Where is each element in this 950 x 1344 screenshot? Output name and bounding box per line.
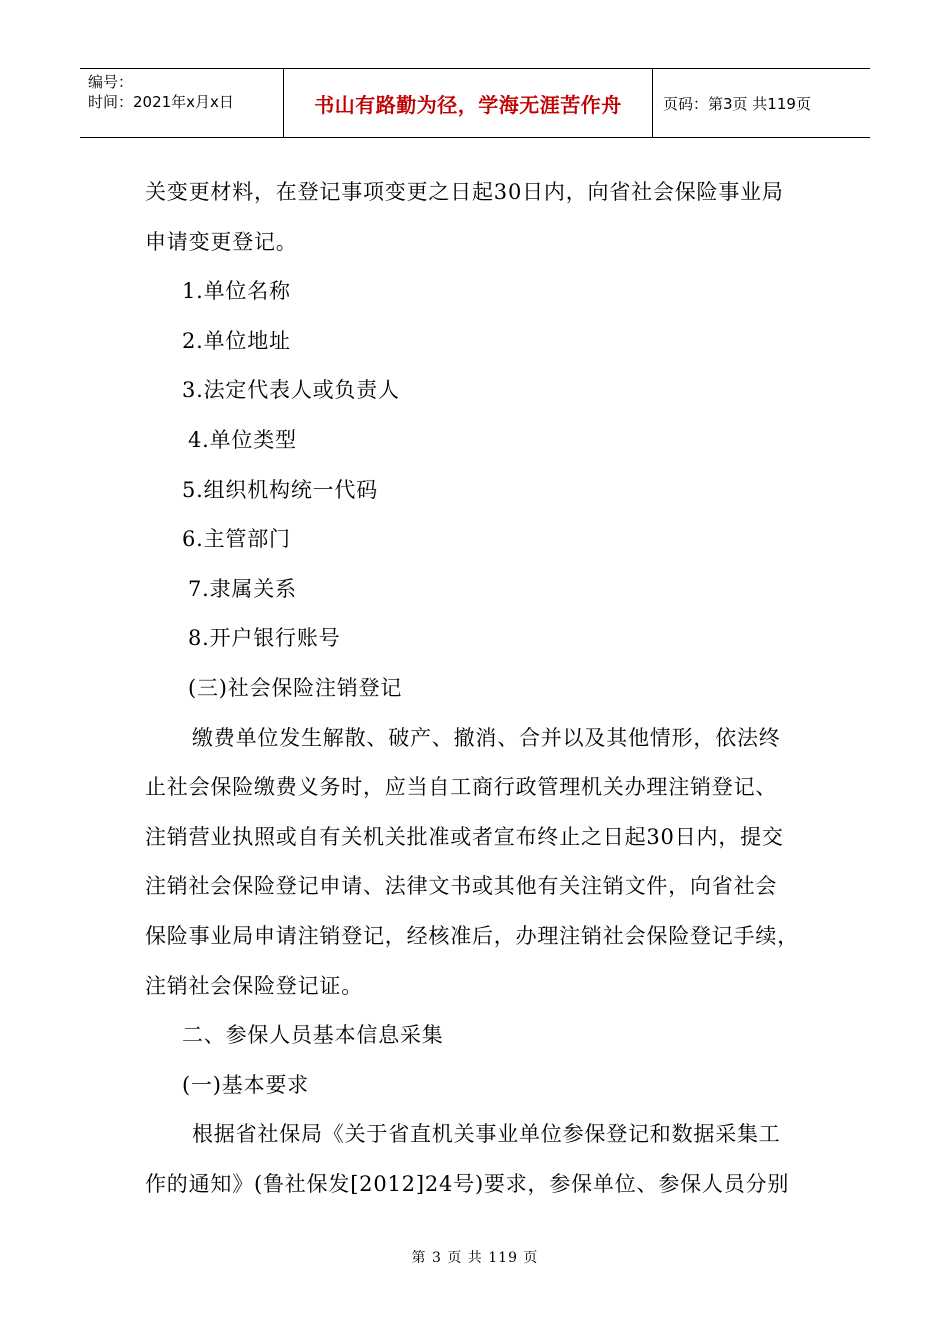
body-line: 根据省社保局《关于省直机关事业单位参保登记和数据采集工 [192,1122,781,1147]
body-line: 注销营业执照或自有关机关批准或者宣布终止之日起30日内，提交 [145,824,784,849]
document-time-label: 时间：2021年x月x日 [88,93,234,111]
header-page-cell [653,69,870,137]
page-footer: 第 3 页 共 119 页 [411,1250,539,1266]
header-page-info: 页码：第3页 共119页 [663,94,811,113]
section-heading: (三)社会保险注销登记 [188,675,403,700]
body-line: 申请变更登记。 [145,229,298,254]
body-line: 作的通知》(鲁社保发[2012]24号)要求，参保单位、参保人员分别 [145,1171,790,1196]
list-item: 3.法定代表人或负责人 [182,378,400,403]
document-body [145,168,835,1209]
header-meta-cell [80,69,284,137]
list-item: 6.主管部门 [182,527,291,552]
document-number-label: 编号： [88,73,134,91]
list-item: 7.隶属关系 [188,576,297,601]
body-line: 注销社会保险登记申请、法律文书或其他有关注销文件，向省社会 [145,874,778,899]
header-motto: 书山有路勤为径，学海无涯苦作舟 [314,92,622,117]
list-item: 2.单位地址 [182,328,291,353]
page-header [80,68,870,138]
section-heading: (一)基本要求 [182,1072,309,1097]
body-line: 关变更材料，在登记事项变更之日起30日内，向省社会保险事业局 [145,180,784,204]
body-line: 保险事业局申请注销登记，经核准后，办理注销社会保险登记手续， [145,923,799,948]
body-line: 止社会保险缴费义务时，应当自工商行政管理机关办理注销登记、 [145,775,778,800]
list-item: 5.组织机构统一代码 [182,477,379,502]
list-item: 4.单位类型 [188,427,297,452]
body-line: 注销社会保险登记证。 [145,973,363,998]
body-line: 缴费单位发生解散、破产、撤消、合并以及其他情形，依法终 [192,725,781,750]
header-motto-cell [284,69,653,137]
section-heading: 二、参保人员基本信息采集 [182,1023,444,1048]
list-item: 8.开户银行账号 [188,626,341,651]
list-item: 1.单位名称 [182,279,291,304]
